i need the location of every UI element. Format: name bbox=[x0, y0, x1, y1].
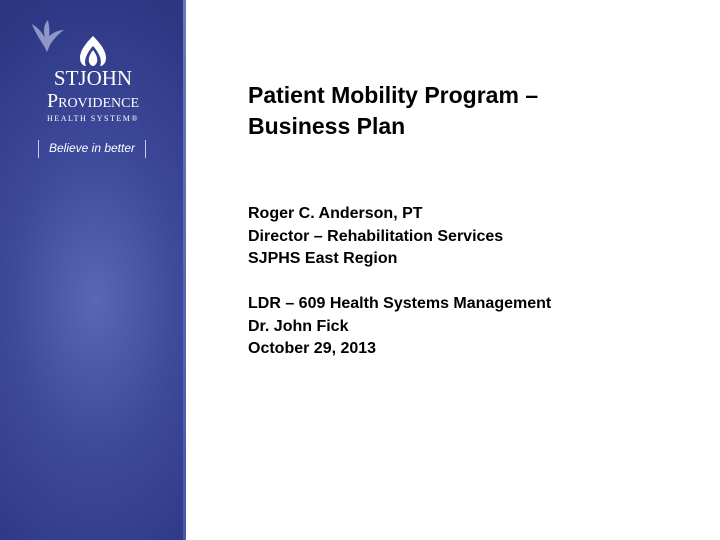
brand-sidebar bbox=[0, 0, 186, 540]
logo-stjohn: STJOHN bbox=[53, 66, 133, 90]
course-instructor: Dr. John Fick bbox=[248, 317, 349, 335]
course-name: LDR – 609 Health Systems Management bbox=[248, 295, 552, 312]
logo-health-system: HEALTH SYSTEM® bbox=[47, 114, 139, 123]
course-date: October 29, 2013 bbox=[248, 340, 377, 357]
dove-icon bbox=[28, 18, 66, 54]
presenter-role: Director – Rehabilitation Services bbox=[248, 227, 504, 245]
flame-logo-icon bbox=[73, 36, 113, 66]
presenter-block bbox=[248, 203, 688, 271]
tagline-frame bbox=[38, 140, 146, 158]
slide-title bbox=[248, 80, 688, 142]
presenter-region: SJPHS East Region bbox=[248, 250, 398, 267]
course-block bbox=[248, 293, 688, 361]
tagline: Believe in better bbox=[48, 141, 136, 155]
logo-providence: Providence bbox=[46, 90, 139, 112]
title-line-1: Patient Mobility Program – bbox=[248, 82, 539, 108]
title-line-2: Business Plan bbox=[248, 113, 406, 139]
presenter-name: Roger C. Anderson, PT bbox=[248, 205, 423, 222]
